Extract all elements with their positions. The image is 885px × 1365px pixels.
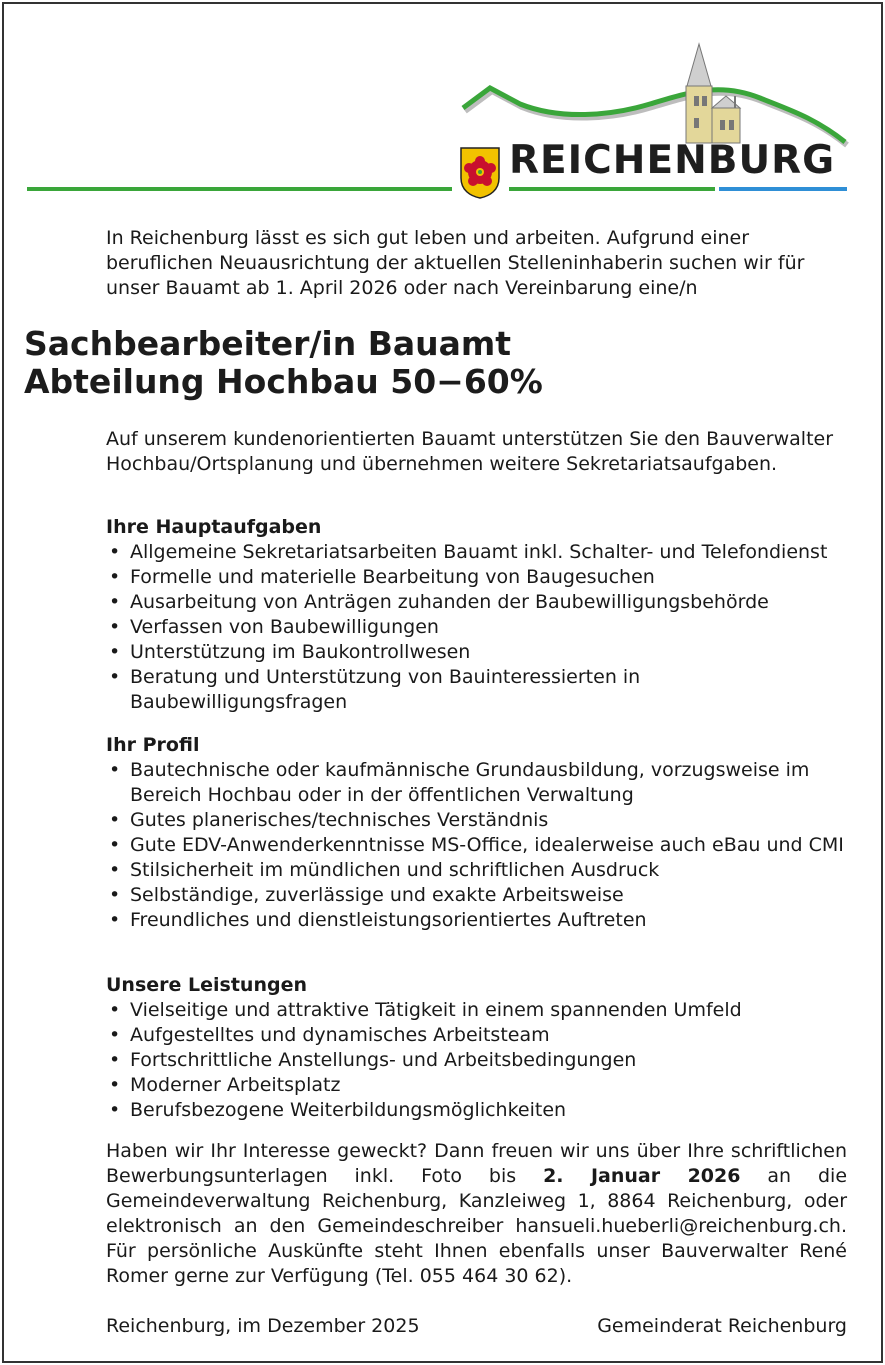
signature: Gemeinderat Reichenburg [597, 1315, 847, 1337]
coat-of-arms-icon [461, 148, 499, 198]
list-item: • Aufgestelltes und dynamisches Arbeitsteam [106, 1023, 855, 1048]
section-heading: Ihre Hauptaufgaben [106, 516, 322, 538]
list-item: • Selbständige, zuverlässige und exakte Arbeitsweise [106, 883, 855, 908]
job-title-line-1: Sachbearbeiter/in Bauamt [24, 324, 512, 363]
logo-wordmark: REICHENBURG [509, 138, 836, 183]
section-profile [106, 733, 855, 933]
section-benefits [106, 973, 855, 1123]
section-heading: Unsere Leistungen [106, 974, 307, 996]
job-title-line-2: Abteilung Hochbau 50−60% [24, 362, 543, 401]
section-heading: Ihr Profil [106, 734, 200, 756]
reichenburg-logo [0, 0, 885, 200]
list-item: • Bautechnische oder kaufmännische Grundausbildung, vorzugsweise im Bereich Hochbau oder in der öffentlichen Verwaltung [106, 758, 855, 808]
list-item: • Ausarbeitung von Anträgen zuhanden der Baubewilligungsbehörde [106, 590, 855, 615]
list-item: • Fortschrittliche Anstellungs- und Arbeitsbedingungen [106, 1048, 855, 1073]
closing-paragraph [106, 1139, 847, 1289]
list-item: • Formelle und materielle Bearbeitung von Baugesuchen [106, 565, 855, 590]
intro-paragraph: In Reichenburg lässt es sich gut leben und arbeiten. Aufgrund einer beruflichen Neuausrichtung der aktuellen Stelleninhaberin suchen wir für unser Bauamt ab 1. April 2026 oder nach Vereinbarung eine/n [106, 227, 805, 299]
blue-rule [719, 187, 847, 191]
list-item: • Moderner Arbeitsplatz [106, 1073, 855, 1098]
section-main-tasks [106, 515, 855, 715]
job-title [24, 325, 543, 401]
list-item: • Unterstützung im Baukontrollwesen [106, 640, 855, 665]
green-rule-left [27, 187, 452, 191]
list-item: • Berufsbezogene Weiterbildungsmöglichkeiten [106, 1098, 855, 1123]
hill-line [463, 88, 845, 142]
list-item: • Verfassen von Baubewilligungen [106, 615, 855, 640]
list-item: • Allgemeine Sekretariatsarbeiten Bauamt inkl. Schalter- und Telefondienst [106, 540, 855, 565]
job-description: Auf unserem kundenorientierten Bauamt unterstützen Sie den Bauverwalter Hochbau/Ortsplanung und übernehmen weitere Sekretariatsaufgaben. [106, 428, 834, 475]
green-rule-right [509, 187, 715, 191]
closing-text-after: an die Gemeindeverwaltung Reichenburg, Kanzleiweg 1, 8864 Reichenburg, oder elektronisch an den Gemeindeschreiber hansueli.hueberli@reichenburg.ch. Für persönliche Auskünfte steht Ihnen ebenfalls unser Bauverwalter René Romer gerne zur Verfügung (Tel. 055 464 30 62). [106, 1165, 848, 1287]
application-deadline: 2. Januar 2026 [543, 1165, 741, 1187]
list-item: • Gute EDV-Anwenderkenntnisse MS-Office, idealerweise auch eBau und CMI [106, 833, 855, 858]
list-item: • Beratung und Unterstützung von Bauinteressierten in Baubewilligungsfragen [106, 665, 855, 715]
list-item: • Freundliches und dienstleistungsorientiertes Auftreten [106, 908, 855, 933]
closing-text-before: Haben wir Ihr Interesse geweckt? Dann freuen wir uns über Ihre schriftlichen Bewerbungsunterlagen inkl. Foto bis [106, 1140, 847, 1187]
list-item: • Vielseitige und attraktive Tätigkeit in einem spannenden Umfeld [106, 998, 855, 1023]
list-item: • Stilsicherheit im mündlichen und schriftlichen Ausdruck [106, 858, 855, 883]
list-item: • Gutes planerisches/technisches Verständnis [106, 808, 855, 833]
place-date: Reichenburg, im Dezember 2025 [106, 1315, 420, 1337]
